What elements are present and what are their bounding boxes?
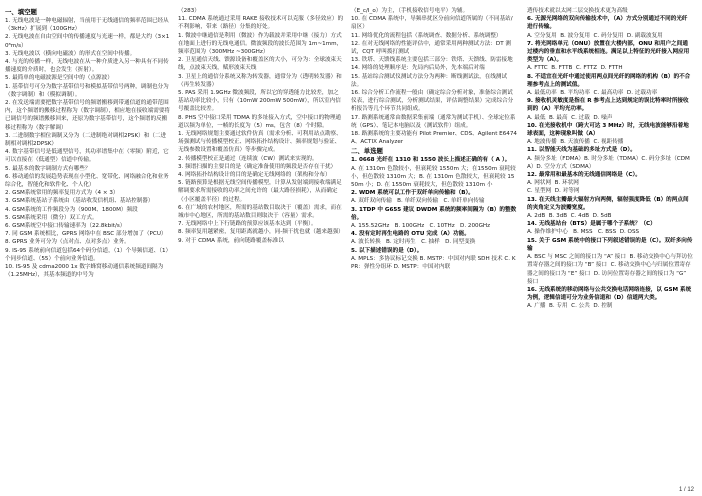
text-line: A. BSC 与 MSC 之间的接口为 “A” 接口 B. 移动交换中心与拜访位置寄存器之间的接口为 “B” 接口 C. 移动交换中心与归属位置寄存器之间的接口为 “E” 接口 D. 访问位置寄存器之间的接口为 “G” 接口 [527,254,693,285]
text-line: A. MPLS：多协议标记交换 B. MSTP：中国对内联 SDH 技术 C. KPR：弹性分组环 D. MSTP：中国对内联 [351,255,516,271]
text-column-4 [527,7,693,485]
text-line: A. 双纤双向传输 B. 单纤双向传输 C. 单纤单向传输 [351,198,485,205]
text-line: 12. 在对无线网络的性能评估中，通常采用两种测试方法：DT 测试，CQT 呼叫拨打测试 [351,40,512,56]
question-line: 3. 1TDP 中 G655 建议 DWDM 系统的频率间隔为（B）的整数倍。 [351,206,517,221]
text-line: 2. GSM系统常用的频率复用方式为（4 × 3） [5,190,119,197]
question-line: 2. WDM 系统可以工作于双纤单向传输和（B）。 [351,190,474,197]
text-line: A. 广播 B. 专用 C. 公共 D. 控制 [527,303,613,310]
text-column-1 [5,7,171,485]
text-line: 4. GSM系统的工作频段分为（900M、1800M）频段 [5,206,138,213]
text-line: 3. 卫星上的通信分系统又称为转发器，通常分为（透明转发器）和（再生转发器） [178,73,342,88]
text-line: A. FTTC B. FTTB C. FTTZ D. FTTH [527,65,623,72]
text-line: A. 频分多址（FDMA）B. 时分多址（TDMA）C. 码分多址（CDMA）D. 空分方式（SDMA） [527,155,690,170]
text-line: 5. GSM系统采用（微分）双工方式。 [5,214,98,221]
question-line: 10. 在光接收机中（跨大可达 3 MHz）时，无线电波能够沿着地球表面，这种现象叫做（A） [527,122,689,138]
text-line: 6. 移动通信的发展趋势表现在小型化、宽带化、网络融合化和业务综合化，智能化和软件化、个人化） [5,173,169,189]
section-heading: 一、填空题 [5,8,37,16]
text-column-2 [178,7,344,485]
text-line: A. 地波传播 B. 天波传播 C. 视距传播 [527,139,624,146]
text-line: 17. 路测系统通常由数据采集前端（通常为测试手机）、全球定位系统（GPS）、笔记本电脑以及（测试软件）组成。 [351,114,516,129]
section-heading: 二、单选题 [351,147,383,156]
text-line: 5. 链路预算是根据无线空间传播模型，计算从发射端到接收端满足解调要求所需接收的功率之间允许的（最大路径损耗），从而确定（小区覆盖半径）的过程。 [178,180,342,203]
text-line: 8. 频率复用越紧密，复用距离就越小，同-频干扰也就（越来越强） [178,229,344,236]
text-line: 1. 微波中继通信是利用（微波）作为载波并采用中继（接力）方式在地面上进行的无线电通信。微波频段的波长范围为 1m~1mm，频率范围为（300MHz ~300GHz） [178,32,343,56]
text-line: 4. 与光的传播一样，无线电波在从一种介质进入另一种具有不同传播速度的介质时，也会发生（折射）。 [5,59,169,74]
text-line: 6. GSM系统空中接口传输速率为（22.8kbit/s） [5,223,126,230]
text-line: 2. 传播模型校正是通过（连续波（CW）测试来实现的。 [178,155,318,162]
text-line: 透传技术就以太网二层交换技术更为高级 [527,8,628,14]
text-line: 1. 无线网络规划主要通过软件仿真（需求分析、可利用站点勘察、场强测试与传播模型校正、网络拓扑结构设计、频率规划与验证、无线参数设置和覆盖仿真）等步骤完成。 [178,131,342,154]
text-line: （283） [178,8,200,14]
text-line: 2. 在发送端需要把数字基带信号的频谱搬移到带通信道的通带范围内，这个频谱的搬移过程称为（数字调制），相应地在接收端需要将已调信号的频谱搬移回来，还原为数字基带信号，这个频谱的反搬移过程称为（数字解调） [5,100,171,131]
text-line: 10. IS-95 及 cdma2000 1x 数字蜂窝移动通信系统频道间隔为（1.25MHz），其基本频道的中号为 [5,264,164,279]
question-line: 12. 最常用和最基本的无线通信网络是（C）。 [527,172,641,179]
text-line: A. 最低 B. 最高 C. 过载 D. 噪声 [527,114,613,121]
question-line: 15. 关于 GSM 系统中的接口下列叙述错误的是（C）。双纤多向传输 [527,237,693,252]
text-line: 7. 无线网络中上下行链路的预算应该基本达到（平衡）。 [178,221,317,228]
text-line: 11. CDMA 系统通过采用 RAKE 接收技术可以克服（多径效应）的不利影响，带来（路径）分集的好处。 [178,16,344,31]
text-line: 11. 网络优化的流程包括（系统调查、数据分析、系统调整） [351,32,502,39]
text-line: 1. 基带信号可分为数字基带信号和模拟基带信号两种，调制也分为（数字调制）和（模拟调制）。 [5,83,169,98]
text-line: 9. IS-95 系统前向信道包括64个码分信道，（1）个导频信道、（1）个同步信道、（55）个前向业务信道。 [5,247,169,262]
text-line: 2. 卫星通信天线、馈源设备和覆盖区的大小，可分为：全球波束天线，点波束天线，赋形波束天线 [178,57,342,72]
text-line: （E_c/I_o）为主，（手机接收信号电平）为辅。 [351,8,469,14]
text-line: A. 2dB B. 3dB C. 4dB D. 5dB [527,213,612,220]
text-line: 4. 网络拓扑结构设计的目的是确定无线网络的（架构和分布） [178,172,331,179]
question-line: 4. 没有定时再生电路的 OTU 完成（A）功能。 [351,231,470,238]
question-line: 1. 0668 光纤在 1310 和 1550 波长上描述正确的有（ A ）。 [351,157,511,164]
text-line: 15. 基站综合测试仪测试方法分为两种：断线测试法，在线测试法。 [351,73,508,88]
text-line: 3. 频谱扫描的主要目的是（确定准备使用的频段是否存在干扰） [178,163,337,170]
text-line: 5. 最基本的数字调制方式有哪些？ [5,165,91,172]
text-line: A. 操作维护中心 B. MSS C. BSS D. OSS [527,229,640,236]
text-line: 8. GPRS 业务可分为（点对点、点对多点）业务。 [5,239,130,246]
text-line: 8. PHS 空中接口采用 TDMA 的多址接入方式，空中接口的物理通道以频为单位，一帧的长度为（5）ms，包含（8）个时隙。 [178,114,342,129]
question-line: 6. 无源光网络的双向传输技术中，（A）方式分别通过不同的光纤进行传输。 [527,16,688,31]
text-line: 5. 最简单的电磁波源是空间中的（点源波） [5,75,113,82]
text-column-3 [351,7,517,485]
text-line: 14. 网络的处理顺序是：先局内后局外，先本端后对端 [351,65,485,72]
text-line: 3. 无线电波以（横向电磁波）的形式在空间中传播。 [5,50,136,57]
text-line: A. 空分复用 B. 波分复用 C. 码分复用 D. 副载波复用 [527,32,663,39]
question-line: 16. 无线系统的移动网络与公共交换电话网络连接，以 GSM 系统为例，逻辑信道可分为业务信道和（D）信道两大类。 [527,286,692,302]
text-line: A. 155.52GHz B. 100GHz C. 10THz D. 200GHz [351,223,491,230]
text-line: 16. 综合分析工作流程一般由（确定综合分析对象，准备综合测试仪表，进行综合测试，分析测试结果，评估调整结果）完成综合分析报告等几个环节共同组成。 [351,90,514,113]
text-line: A. 波长转换 B. 定时再生 C. 抽样 D. 同型变换 [351,239,476,246]
question-line: 9. 接收机灵敏度是指在 R 参考点上达到规定的误比特率时所接收到的（A）平均光功率。 [527,98,689,113]
text-line: A. 网状网 B. 环状网 [527,180,579,187]
question-line: 8. 不适宜在光纤中通过使用两点间光纤的网络的机构（B）的不合理参考点上的测试值。 [527,73,691,88]
text-line: 7. 同 GSM 系统相比，GPRS 网络中在 BSC 部分增加了（PCU） [5,231,167,238]
text-line: 5. PAS 采用 1.9GHz 微波频段，所以它的穿透能力比较差，加之基站功率比较小，只有（10mW 200mW 500mW），所以室内信号覆盖比较差。 [178,90,341,113]
text-line: C. 星型网 D. 对等网 [527,188,580,195]
text-line: 13. 铁塔、天馈线系统主要包括三部分：铁塔、天馈线、防雷接地 [351,57,513,64]
question-line: 14. 无线基站台（BTS）是属于哪个子系统？（C） [527,221,656,228]
text-line: 6. 在广域的农村地区，所需的基站数目取决于（覆盖）需求，而在城市中心地区，所需的基站数目则取决于（容量）需求。 [178,204,342,220]
text-line: A. 在 1310m 色散较小，但衰耗较 1550m 大；在1550m 衰耗较小，但色散较 1310m 大；B. 在 1310m 色散较大，但衰耗较 1550m 小；D. 在 1550m 衰耗较大，但色散较 1310m 小 [351,165,516,189]
question-line: 11. 以智能天线为基础的多址方式是（D）。 [527,147,636,154]
text-line: 18. 路测系统的主要功能有 Pilot Premier、CDS、Agilent E6474A、ACTIX Analyzer [351,131,517,146]
text-line: 10. 在 CDMA 系统中，导频串扰区分前向信道所属的（不同基站/扇区） [351,16,513,31]
text-line: 3. 二进制数字相位调制又分为（二进制绝对调相2PSK）和（二进制相对调相2DPSK） [5,132,167,148]
text-line: A. 最低功率 B. 平均功率 C. 最高功率 D. 过载功率 [527,90,658,97]
text-line: 9. 对于 CDMA 系统，前向链路覆盖标准以 [178,237,284,244]
text-line: 1. 无线电波是一种电磁辐射，当前用于无线通信的频率范围已经从（3kHz）扩展到（100GHz） [5,18,169,33]
question-line: 13. 在天线主瓣最大辐射方向两侧，辐射强度降低（B）的两点间的夹角定义为波瓣宽度。 [527,196,689,211]
page-number: 1 / 12 [678,487,694,493]
text-line: 2. 无线电波在自由空间中的传播速度与光速一样，都是大约（3×10⁸m/s） [5,34,170,49]
text-line: 3. GSM系统基站子系统由（基站收发信机组、基站控制器） [5,198,154,205]
question-line: 7. 将光网络单元（ONU）放置在大楼内部，ONU 和用户之间通过楼内的垂直和水平线系统相连。满足以上特征的光纤接入网应用类型为（A）。 [527,40,690,64]
text-line: 4. 数字基带信号是低通型信号，其功率谱集中在（零频）附近，它可以直接在（低通型）信道中传输。 [5,149,169,164]
question-line: 5. 以下描述错误的是（D）。 [351,247,423,254]
